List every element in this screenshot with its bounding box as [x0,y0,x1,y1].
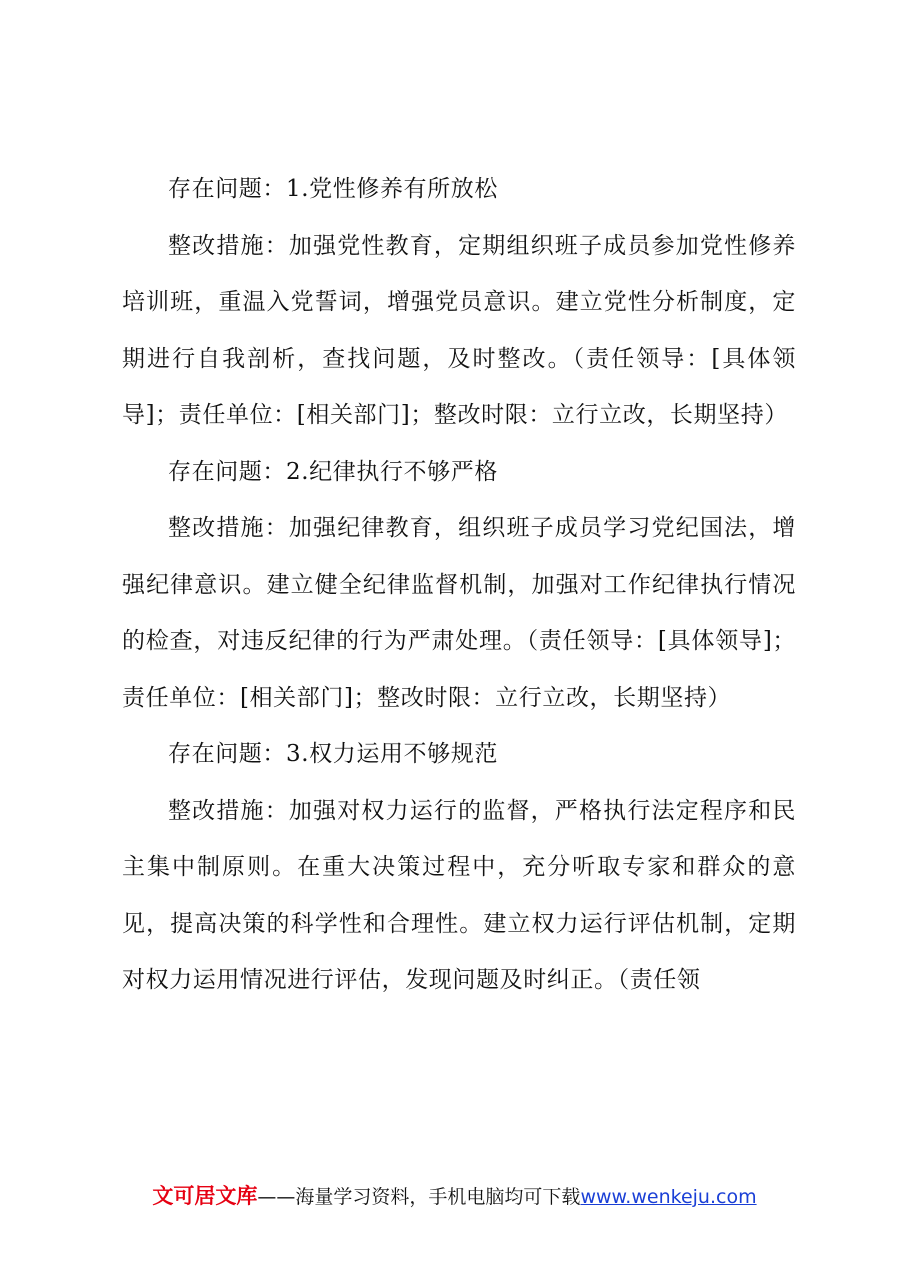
document-body [122,161,796,1009]
rectification-measures-1: 整改措施：加强党性教育，定期组织班子成员参加党性修养培训班，重温入党誓词，增强党员意识。建立党性分析制度，定期进行自我剖析，查找问题，及时整改。（责任领导：[具体领导]；责任单位：[相关部门]；整改时限：立行立改，长期坚持） [122,232,796,428]
issue-heading-3: 存在问题：3.权力运用不够规范 [168,741,498,767]
issue-heading-2: 存在问题：2.纪律执行不够严格 [168,458,498,485]
rectification-measures-3: 整改措施：加强对权力运行的监督，严格执行法定程序和民主集中制原则。在重大决策过程中，充分听取专家和群众的意见，提高决策的科学性和合理性。建立权力运行评估机制，定期对权力运用情况进行评估，发现问题及时纠正。（责任领 [122,797,796,993]
footer-slogan: ——海量学习资料，手机电脑均可下载 [257,1186,581,1208]
rectification-measures-2: 整改措施：加强纪律教育，组织班子成员学习党纪国法，增强纪律意识。建立健全纪律监督机制，加强对工作纪律执行情况的检查，对违反纪律的行为严肃处理。（责任领导：[具体领导]；责任单位：[相关部门]；整改时限：立行立改，长期坚持） [122,515,796,711]
footer-site-link[interactable]: www.wenkeju.com [580,1186,757,1208]
issue-heading-1: 存在问题：1.党性修养有所放松 [168,176,498,202]
footer-brand: 文可居文库 [152,1184,258,1208]
page-footer [0,1180,909,1213]
